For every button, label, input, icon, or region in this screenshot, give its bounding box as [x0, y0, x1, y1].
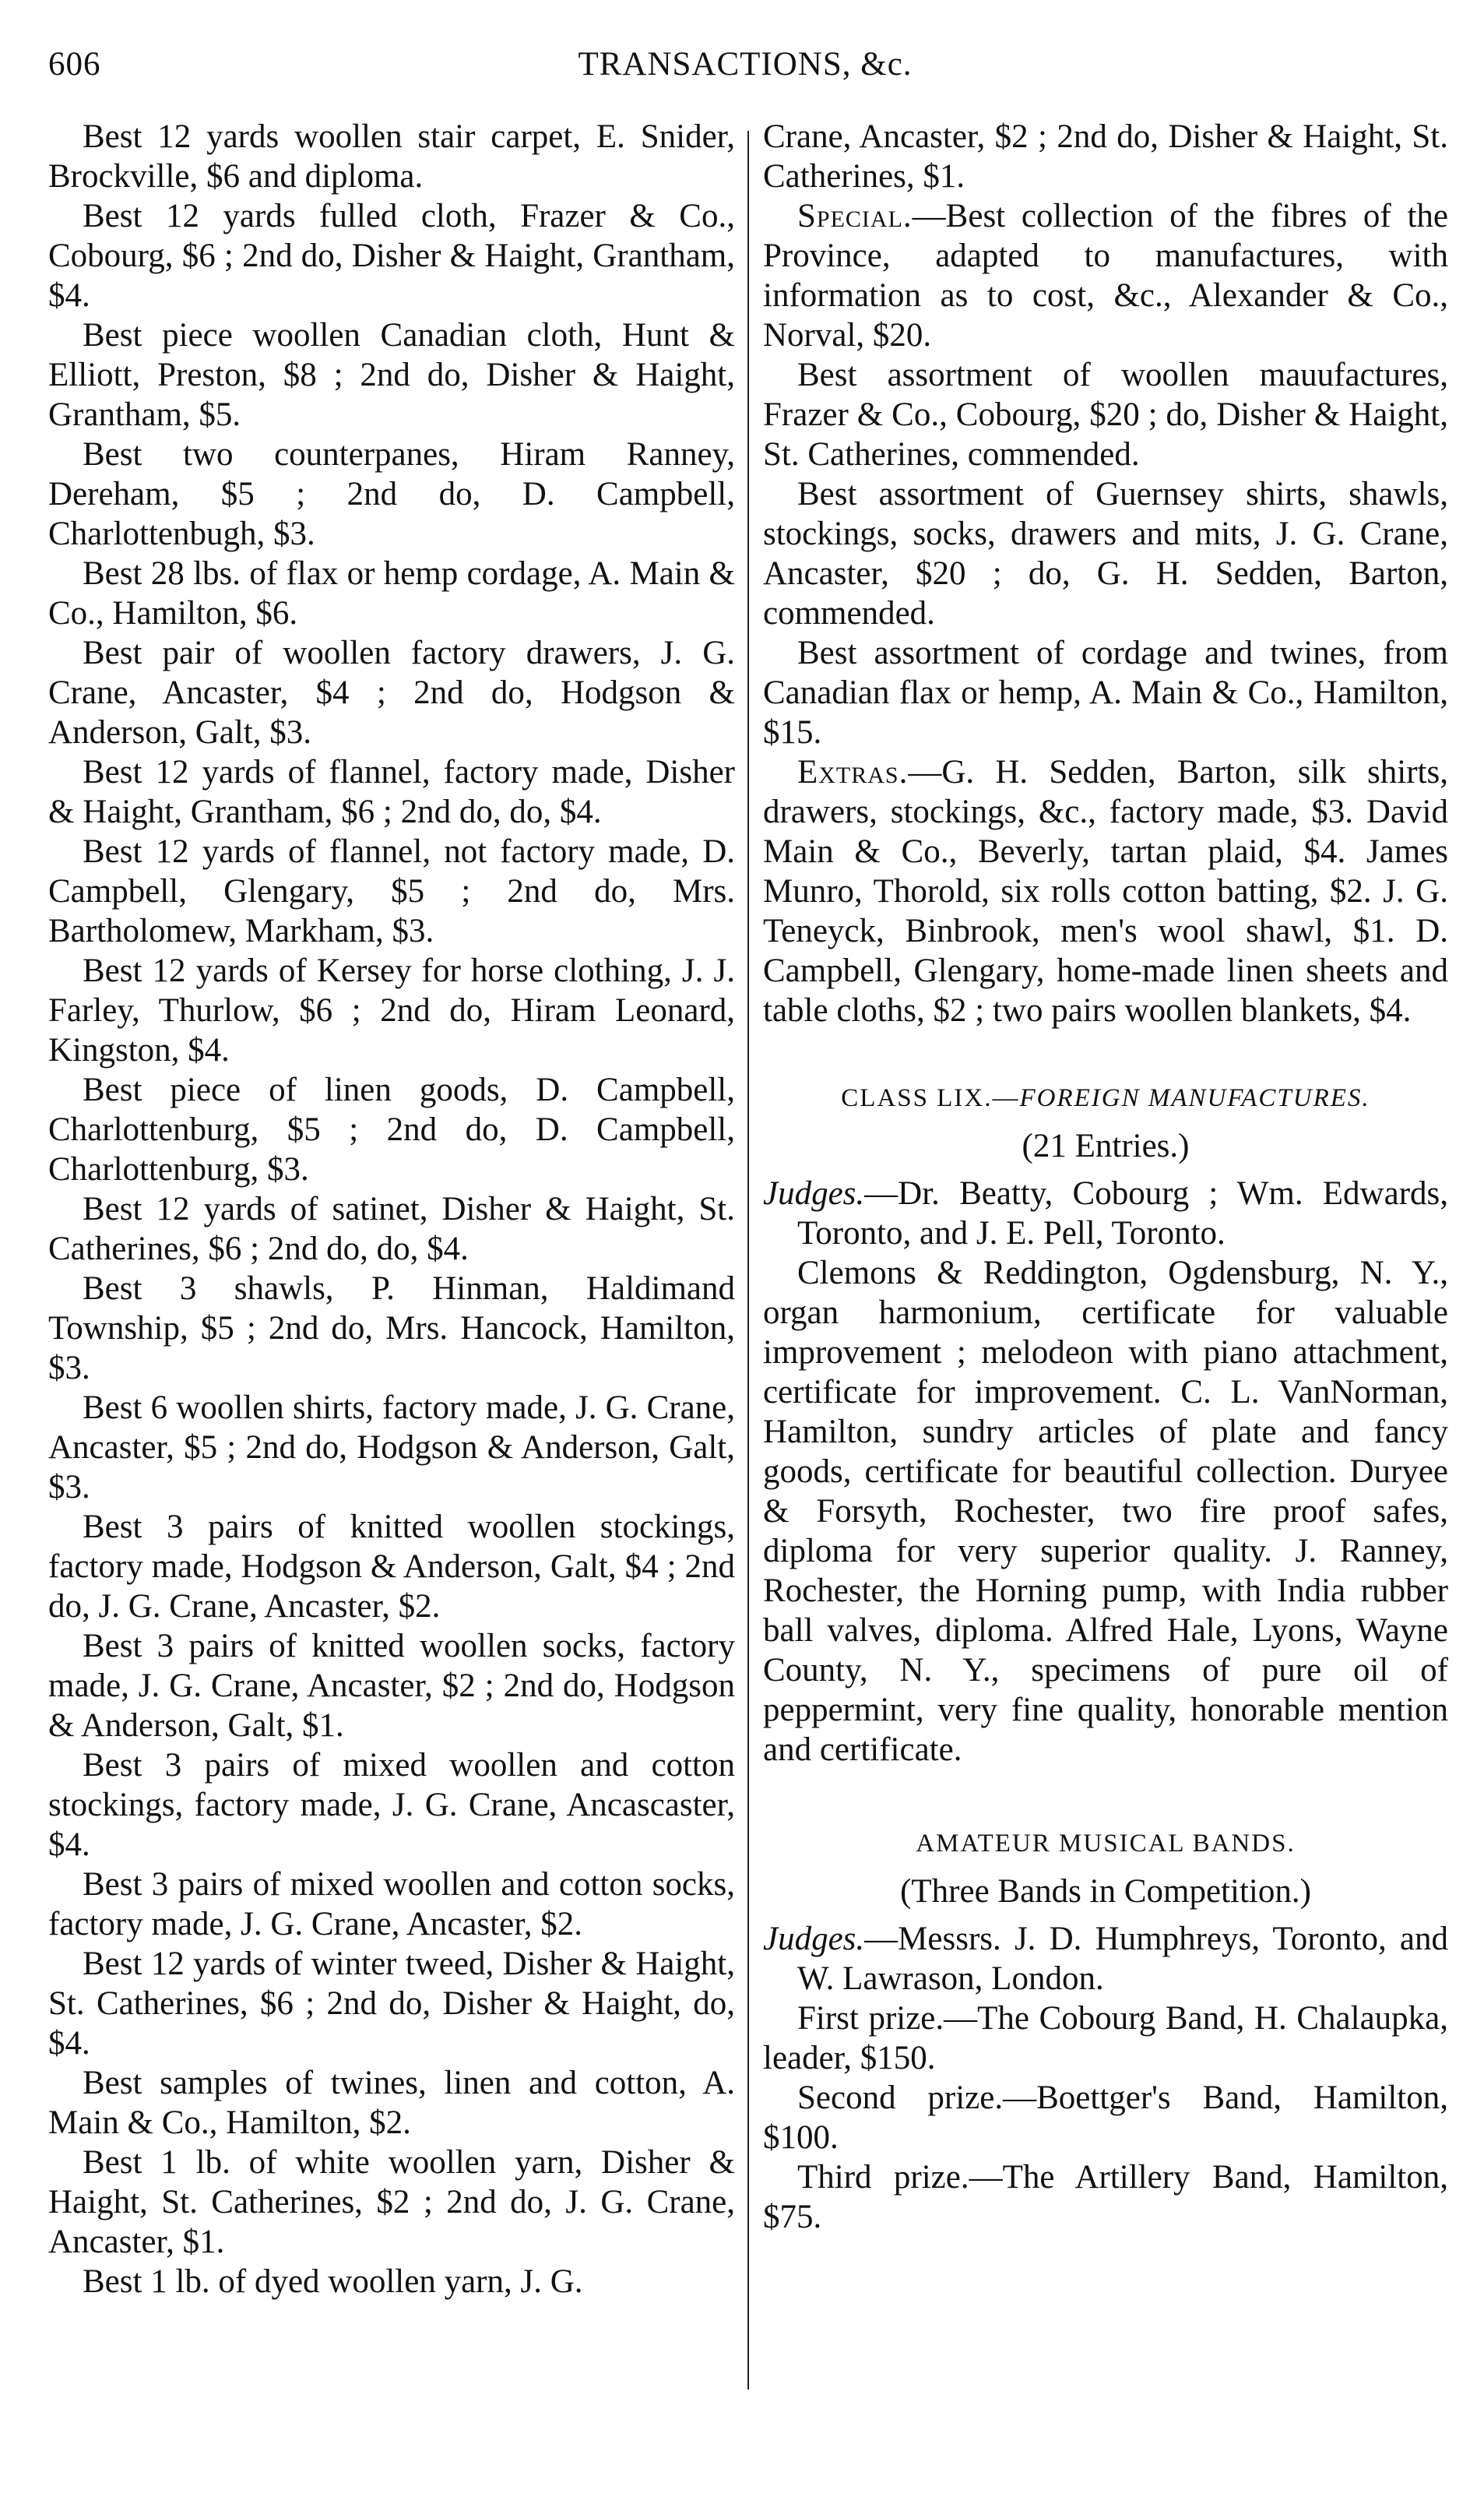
award-entry: Best 3 pairs of knitted woollen stockings, factory made, Hodgson & Anderson, Galt, $4 ; 2nd do, J. G. Crane, Ancaster, $2.	[48, 1509, 735, 1625]
column-divider	[747, 131, 749, 2390]
running-title: TRANSACTIONS, &c.	[578, 46, 913, 83]
class-lix-heading	[763, 1079, 1448, 1118]
award-entry: Best piece woollen Canadian cloth, Hunt & Elliott, Preston, $8 ; 2nd do, Disher & Haight, Grantham, $5.	[48, 317, 735, 433]
right-column	[763, 117, 1448, 2237]
special-awards	[763, 196, 1448, 355]
award-entry: Best 28 lbs. of flax or hemp cordage, A. Main & Co., Hamilton, $6.	[48, 555, 735, 632]
page-number: 606	[48, 46, 101, 83]
award-entry: Best 6 woollen shirts, factory made, J. G. Crane, Ancaster, $5 ; 2nd do, Hodgson & Anderson, Galt, $3.	[48, 1389, 735, 1506]
continued-entry: Crane, Ancaster, $2 ; 2nd do, Disher & Haight, St. Catherines, $1.	[763, 118, 1448, 195]
judges-text: —Dr. Beatty, Cobourg ; Wm. Edwards, Toronto, and J. E. Pell, Toronto.	[797, 1175, 1448, 1252]
extras-awards	[763, 752, 1448, 1030]
class-lix-judges	[763, 1174, 1448, 1253]
award-entry: Best assortment of cordage and twines, from Canadian flax or hemp, A. Main & Co., Hamilton, $15.	[763, 635, 1448, 751]
special-text: —Best collection of the fibres of the Province, adapted to manufactures, with information as to cost, &c., Alexander & Co., Norval, $20.	[763, 198, 1448, 354]
award-entry: Best 3 pairs of mixed woollen and cotton stockings, factory made, J. G. Crane, Ancascaster, $4.	[48, 1747, 735, 1863]
bands-judges	[763, 1919, 1448, 1999]
page-header	[48, 45, 1442, 100]
class-lix-name: FOREIGN MANUFACTURES.	[1019, 1084, 1370, 1112]
class-lix-awards: Clemons & Reddington, Ogdensburg, N. Y., organ harmonium, certificate for valuable improvement ; melodeon with piano attachment, certificate for improvement. C. L. VanNorman, Hamilton, sundry articles of plate and fancy goods, certificate for beautiful collection. Duryee & Forsyth, Rochester, two fire proof safes, diploma for very superior quality. J. Ranney, Rochester, the Horning pump, with India rubber ball valves, diploma. Alfred Hale, Lyons, Wayne County, N. Y., specimens of pure oil of peppermint, very fine quality, honorable mention and certificate.	[763, 1255, 1448, 1768]
judges-text: —Messrs. J. D. Humphreys, Toronto, and W. Lawrason, London.	[797, 1921, 1448, 1997]
award-entry: Best 1 lb. of white woollen yarn, Disher & Haight, St. Catherines, $2 ; 2nd do, J. G. Crane, Ancaster, $1.	[48, 2144, 735, 2260]
band-prize: Third prize.—The Artillery Band, Hamilton, $75.	[763, 2159, 1448, 2235]
judges-label: Judges.	[763, 1175, 865, 1212]
judges-label: Judges.	[763, 1921, 865, 1957]
award-entry: Best 12 yards woollen stair carpet, E. Snider, Brockville, $6 and diploma.	[48, 118, 735, 195]
award-entry: Best piece of linen goods, D. Campbell, Charlottenburg, $5 ; 2nd do, D. Campbell, Charlottenburg, $3.	[48, 1072, 735, 1188]
award-entry: Best 3 pairs of mixed woollen and cotton socks, factory made, J. G. Crane, Ancaster, $2.	[48, 1866, 735, 1942]
award-entry: Best 3 shawls, P. Hinman, Haldimand Township, $5 ; 2nd do, Mrs. Hancock, Hamilton, $3.	[48, 1270, 735, 1386]
award-entry: Best pair of woollen factory drawers, J. G. Crane, Ancaster, $4 ; 2nd do, Hodgson & Anderson, Galt, $3.	[48, 635, 735, 751]
award-entry: Best assortment of Guernsey shirts, shawls, stockings, socks, drawers and mits, J. G. Crane, Ancaster, $20 ; do, G. H. Sedden, Barton, commended.	[763, 476, 1448, 632]
award-entry: Best 3 pairs of knitted woollen socks, factory made, J. G. Crane, Ancaster, $2 ; 2nd do, Hodgson & Anderson, Galt, $1.	[48, 1628, 735, 1744]
bands-heading: AMATEUR MUSICAL BANDS.	[916, 1830, 1296, 1858]
award-entry: Best 12 yards of satinet, Disher & Haight, St. Catherines, $6 ; 2nd do, do, $4.	[48, 1191, 735, 1267]
award-entry: Best 12 yards of flannel, not factory made, D. Campbell, Glengary, $5 ; 2nd do, Mrs. Bartholomew, Markham, $3.	[48, 833, 735, 949]
award-entry: Best 12 yards fulled cloth, Frazer & Co., Cobourg, $6 ; 2nd do, Disher & Haight, Grantham, $4.	[48, 198, 735, 314]
award-entry: Best samples of twines, linen and cotton, A. Main & Co., Hamilton, $2.	[48, 2065, 735, 2141]
special-label: Special.	[797, 198, 913, 234]
award-entry: Best assortment of woollen mauufactures, Frazer & Co., Cobourg, $20 ; do, Disher & Haight, St. Catherines, commended.	[763, 357, 1448, 473]
award-entry: Best 1 lb. of dyed woollen yarn, J. G.	[83, 2263, 583, 2300]
extras-text: —G. H. Sedden, Barton, silk shirts, drawers, stockings, &c., factory made, $3. David Main & Co., Beverly, tartan plaid, $4. James Munro, Thorold, six rolls cotton batting, $2. J. G. Teneyck, Binbrook, men's wool shawl, $1. D. Campbell, Glengary, home-made linen sheets and table cloths, $2 ; two pairs woollen blankets, $4.	[763, 754, 1448, 1029]
extras-label: Extras.	[797, 754, 909, 791]
award-entry: Best 12 yards of flannel, factory made, Disher & Haight, Grantham, $6 ; 2nd do, do, $4.	[48, 754, 735, 830]
band-prize: First prize.—The Cobourg Band, H. Chalaupka, leader, $150.	[763, 2000, 1448, 2076]
award-entry: Best 12 yards of winter tweed, Disher & Haight, St. Catherines, $6 ; 2nd do, Disher & Haight, do, $4.	[48, 1946, 735, 2062]
band-prize: Second prize.—Boettger's Band, Hamilton, $100.	[763, 2080, 1448, 2156]
class-lix-entries: (21 Entries.)	[1022, 1128, 1190, 1164]
award-entry: Best 12 yards of Kersey for horse clothing, J. J. Farley, Thurlow, $6 ; 2nd do, Hiram Leonard, Kingston, $4.	[48, 953, 735, 1069]
class-lix-prefix: CLASS LIX.—	[841, 1084, 1020, 1112]
bands-entries: (Three Bands in Competition.)	[900, 1873, 1311, 1910]
award-entry: Best two counterpanes, Hiram Ranney, Dereham, $5 ; 2nd do, D. Campbell, Charlottenbugh, $3.	[48, 436, 735, 552]
left-column	[48, 117, 735, 2301]
